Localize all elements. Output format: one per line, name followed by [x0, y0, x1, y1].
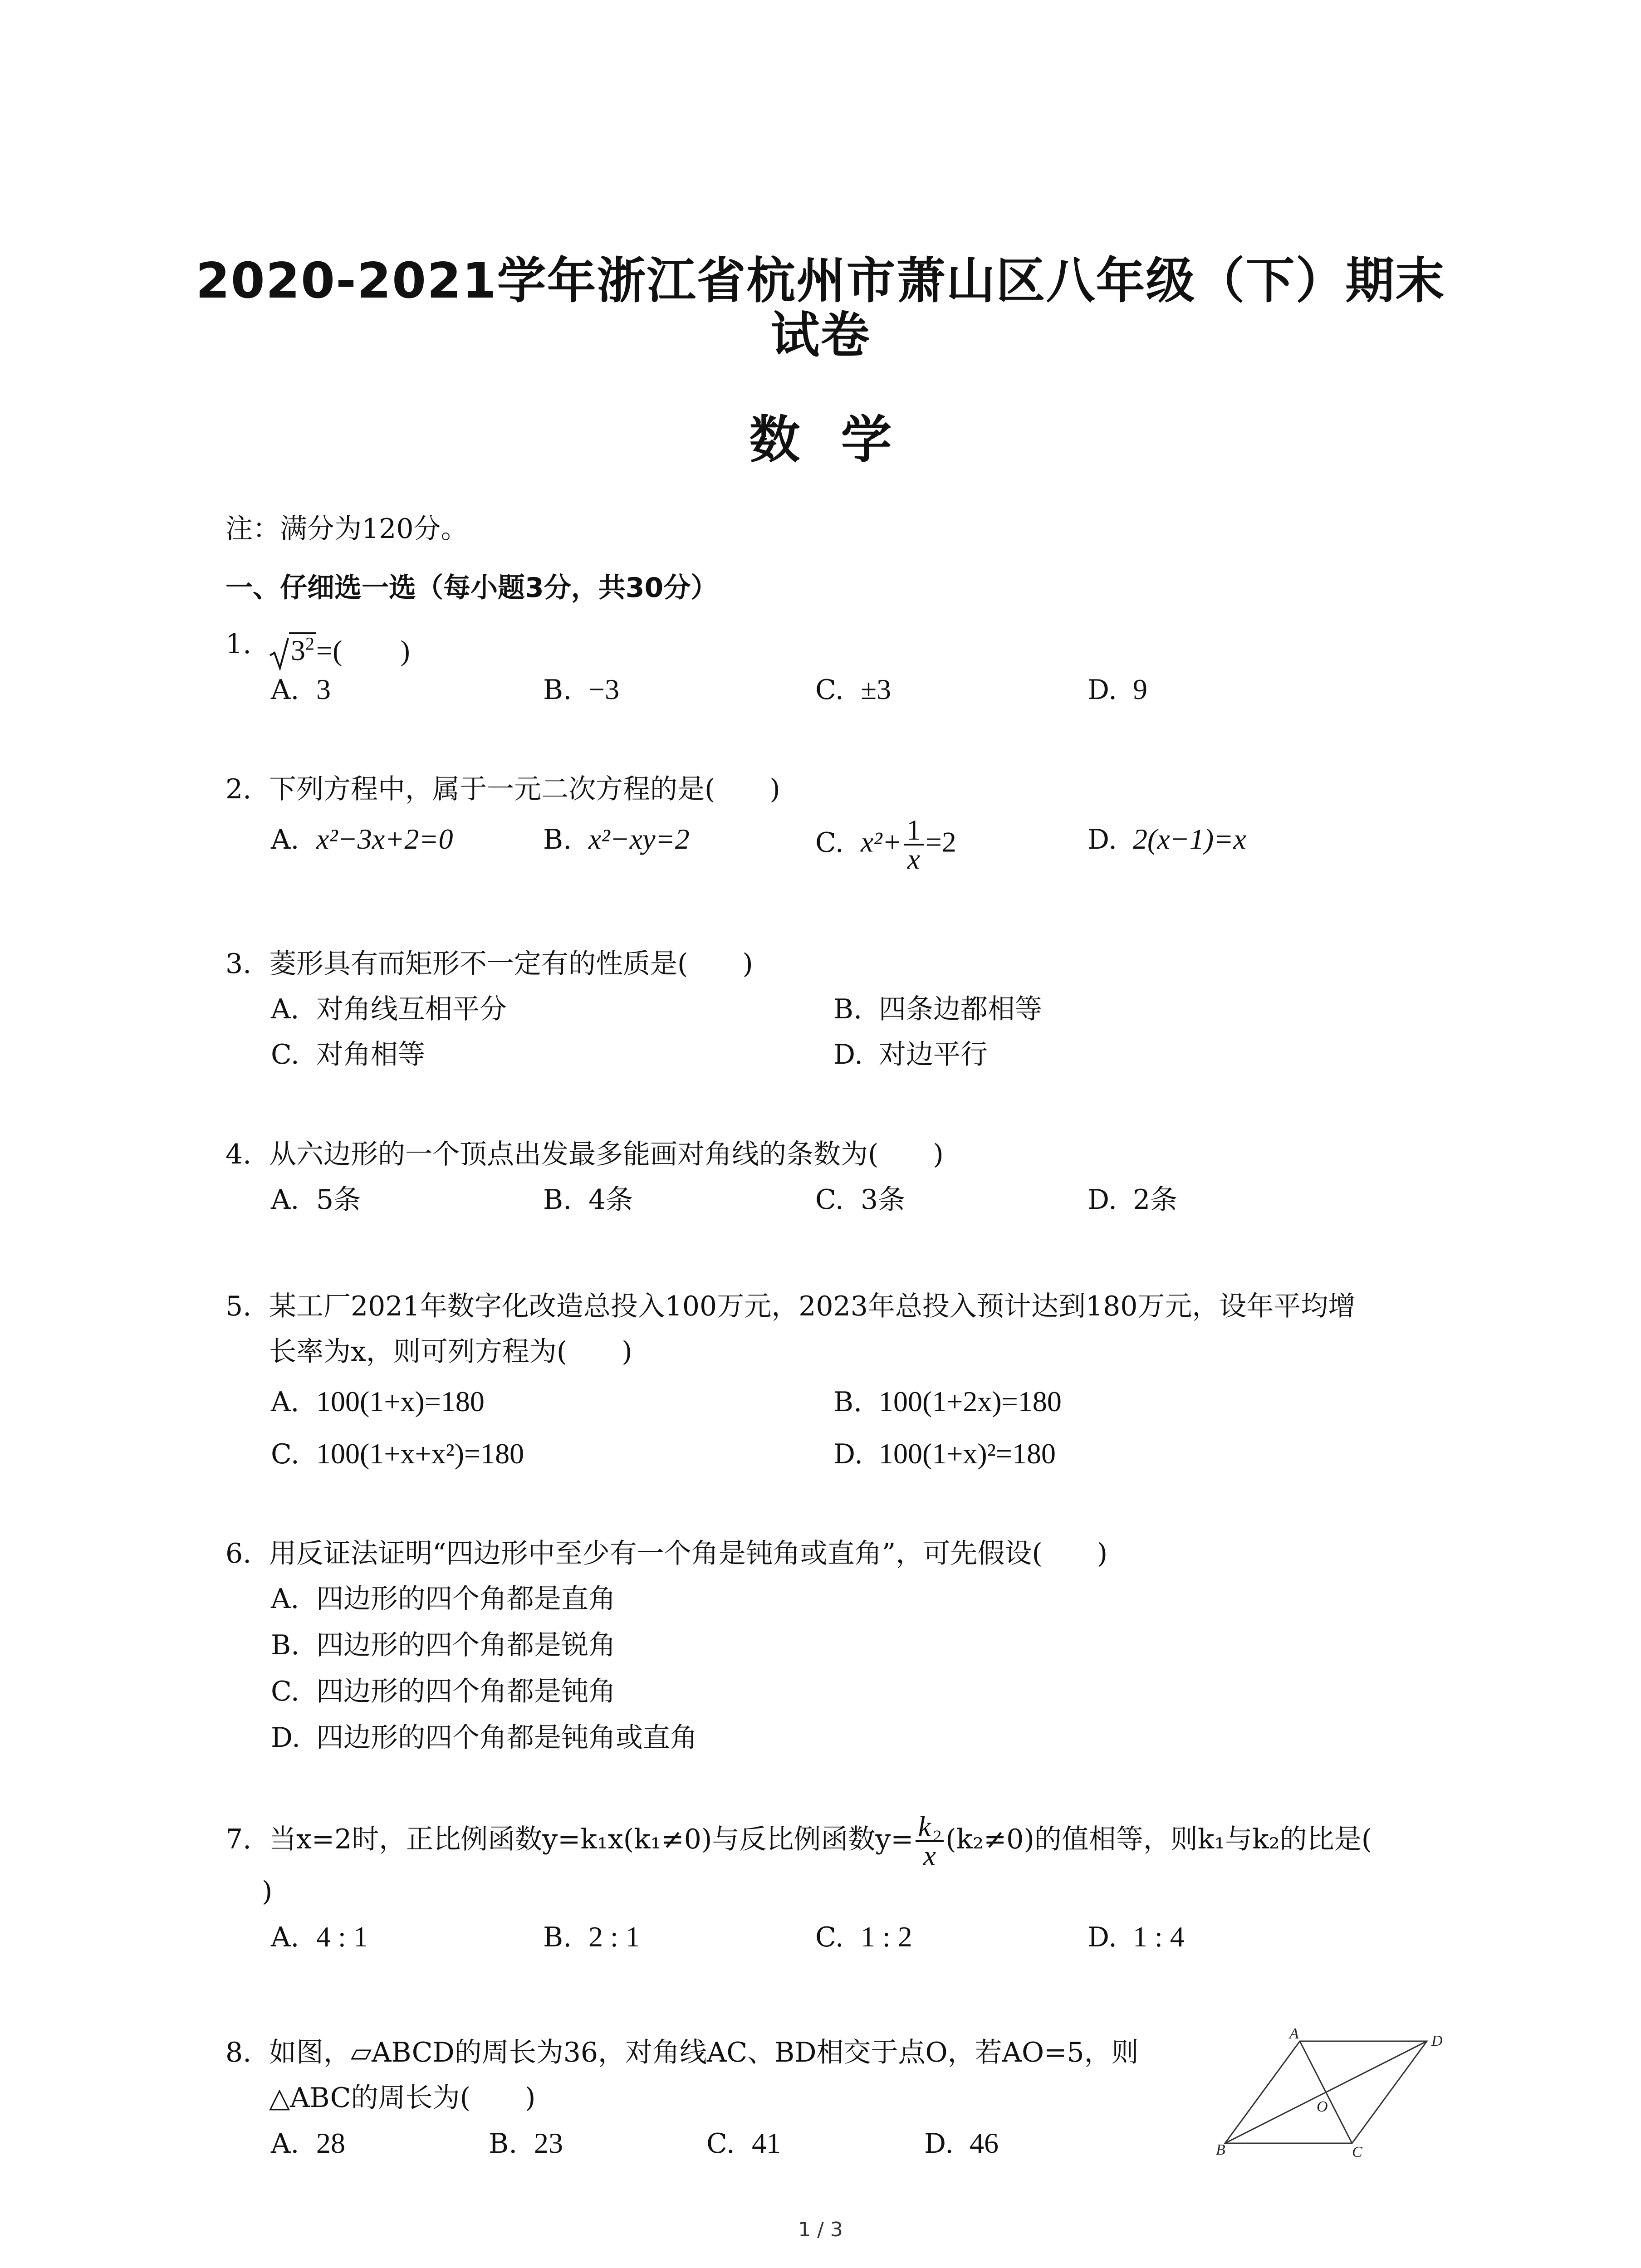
option-a[interactable]: A. 4 : 1: [271, 1921, 368, 1953]
question-number: 6.: [225, 1538, 252, 1569]
parallelogram-lines: [1225, 2041, 1427, 2143]
option-c[interactable]: C. 100(1+x+x²)=180: [271, 1437, 524, 1470]
option-a[interactable]: A. x²−3x+2=0: [271, 823, 453, 855]
exam-title-line1: 2020-2021学年浙江省杭州市萧山区八年级（下）期末: [196, 253, 1445, 309]
option-c[interactable]: C. 1 : 2: [815, 1921, 912, 1953]
option-d[interactable]: D. 四边形的四个角都是钝角或直角: [271, 1722, 697, 1754]
question-number: 2.: [225, 773, 252, 805]
option-d[interactable]: D. 1 : 4: [1087, 1921, 1185, 1953]
diagonal-bd: [1225, 2041, 1427, 2143]
vertex-label-b: B: [1216, 2141, 1225, 2158]
question-stem: 菱形具有而矩形不一定有的性质是( ): [269, 948, 753, 980]
question-stem-line2: ): [262, 1876, 273, 1907]
page-number: 1 / 3: [798, 2218, 843, 2241]
option-d[interactable]: D. 2条: [1087, 1184, 1178, 1216]
option-a[interactable]: A. 3: [271, 673, 331, 706]
option-a[interactable]: A. 100(1+x)=180: [271, 1385, 485, 1418]
question-stem-line1: 如图，▱ABCD的周长为36，对角线AC、BD相交于点O，若AO=5，则: [269, 2037, 1139, 2068]
option-d[interactable]: D. 100(1+x)²=180: [833, 1437, 1056, 1470]
option-b[interactable]: B. 2 : 1: [543, 1921, 640, 1953]
subject-title: 数学: [749, 411, 933, 469]
question-stem: 下列方程中，属于一元二次方程的是( ): [269, 773, 780, 805]
question-stem: 从六边形的一个顶点出发最多能画对角线的条数为( ): [269, 1139, 944, 1170]
question-stem: 当x=2时，正比例函数y=k₁x(k₁≠0)与反比例函数y= $\frac{\text{k₂}}{x}$ (k₂≠0)的值相等，则k₁与k₂的比是(: [269, 1810, 1372, 1872]
exam-title-line2: 试卷: [770, 307, 871, 364]
option-d[interactable]: D. 46: [924, 2127, 999, 2160]
question-number: 4.: [225, 1139, 252, 1170]
option-b[interactable]: B. 23: [489, 2127, 563, 2160]
option-b[interactable]: B. x²−xy=2: [543, 823, 690, 855]
option-b[interactable]: B. 4条: [543, 1184, 633, 1216]
question-stem: $3^2=$( ): [269, 621, 410, 673]
question-stem-line1: 某工厂2021年数字化改造总投入100万元，2023年总投入预计达到180万元，设年平均增: [269, 1290, 1356, 1322]
option-d[interactable]: D. 对边平行: [833, 1039, 988, 1070]
option-b[interactable]: B. −3: [543, 673, 620, 706]
option-d[interactable]: D. 9: [1087, 673, 1147, 706]
question-number: 3.: [225, 948, 252, 980]
question-2: [225, 767, 1450, 875]
question-number: 8.: [225, 2037, 252, 2068]
question-1: [225, 621, 1450, 706]
option-c[interactable]: C. ±3: [815, 673, 892, 706]
option-a[interactable]: A. 28: [271, 2127, 345, 2160]
question-stem-line2: △ABC的周长为( ): [269, 2082, 536, 2114]
option-a[interactable]: A. 5条: [271, 1184, 361, 1216]
option-c[interactable]: C. 对角相等: [271, 1039, 425, 1070]
option-a[interactable]: A. 四边形的四个角都是直角: [271, 1583, 616, 1615]
option-a[interactable]: A. 对角线互相平分: [271, 993, 507, 1025]
question-number: 5.: [225, 1290, 252, 1322]
option-b[interactable]: B. 四条边都相等: [833, 993, 1042, 1025]
question-6: [225, 1531, 1450, 1754]
question-number: 1.: [225, 628, 252, 660]
question-5: [225, 1284, 1450, 1470]
option-c[interactable]: C. 41: [706, 2127, 781, 2160]
intersection-label-o: O: [1317, 2098, 1328, 2115]
question-stem-line2: 长率为x，则可列方程为( ): [269, 1336, 632, 1368]
question-stem: 用反证法证明“四边形中至少有一个角是钝角或直角”，可先假设( ): [269, 1538, 1108, 1569]
option-b[interactable]: B. 100(1+2x)=180: [833, 1385, 1062, 1418]
section-heading: 一、仔细选一选（每小题3分，共30分）: [225, 572, 718, 604]
option-c[interactable]: C. x²+ $\frac{1}{x}$ =2: [815, 814, 956, 875]
vertex-label-c: C: [1352, 2144, 1362, 2160]
vertex-label-d: D: [1431, 2033, 1443, 2049]
question-number: 7.: [225, 1823, 252, 1855]
option-c[interactable]: C. 3条: [815, 1184, 906, 1216]
option-c[interactable]: C. 四边形的四个角都是钝角: [271, 1676, 616, 1707]
score-note: 注：满分为120分。: [225, 513, 468, 545]
option-d[interactable]: D. 2(x−1)=x: [1087, 823, 1246, 855]
question-3: [225, 941, 1450, 1070]
option-b[interactable]: B. 四边形的四个角都是锐角: [271, 1629, 616, 1661]
parallelogram-figure: [1216, 2028, 1452, 2164]
sqrt-icon: [269, 635, 289, 672]
question-7: [225, 1810, 1473, 1953]
vertex-label-a: A: [1289, 2028, 1299, 2042]
question-4: [225, 1132, 1450, 1216]
